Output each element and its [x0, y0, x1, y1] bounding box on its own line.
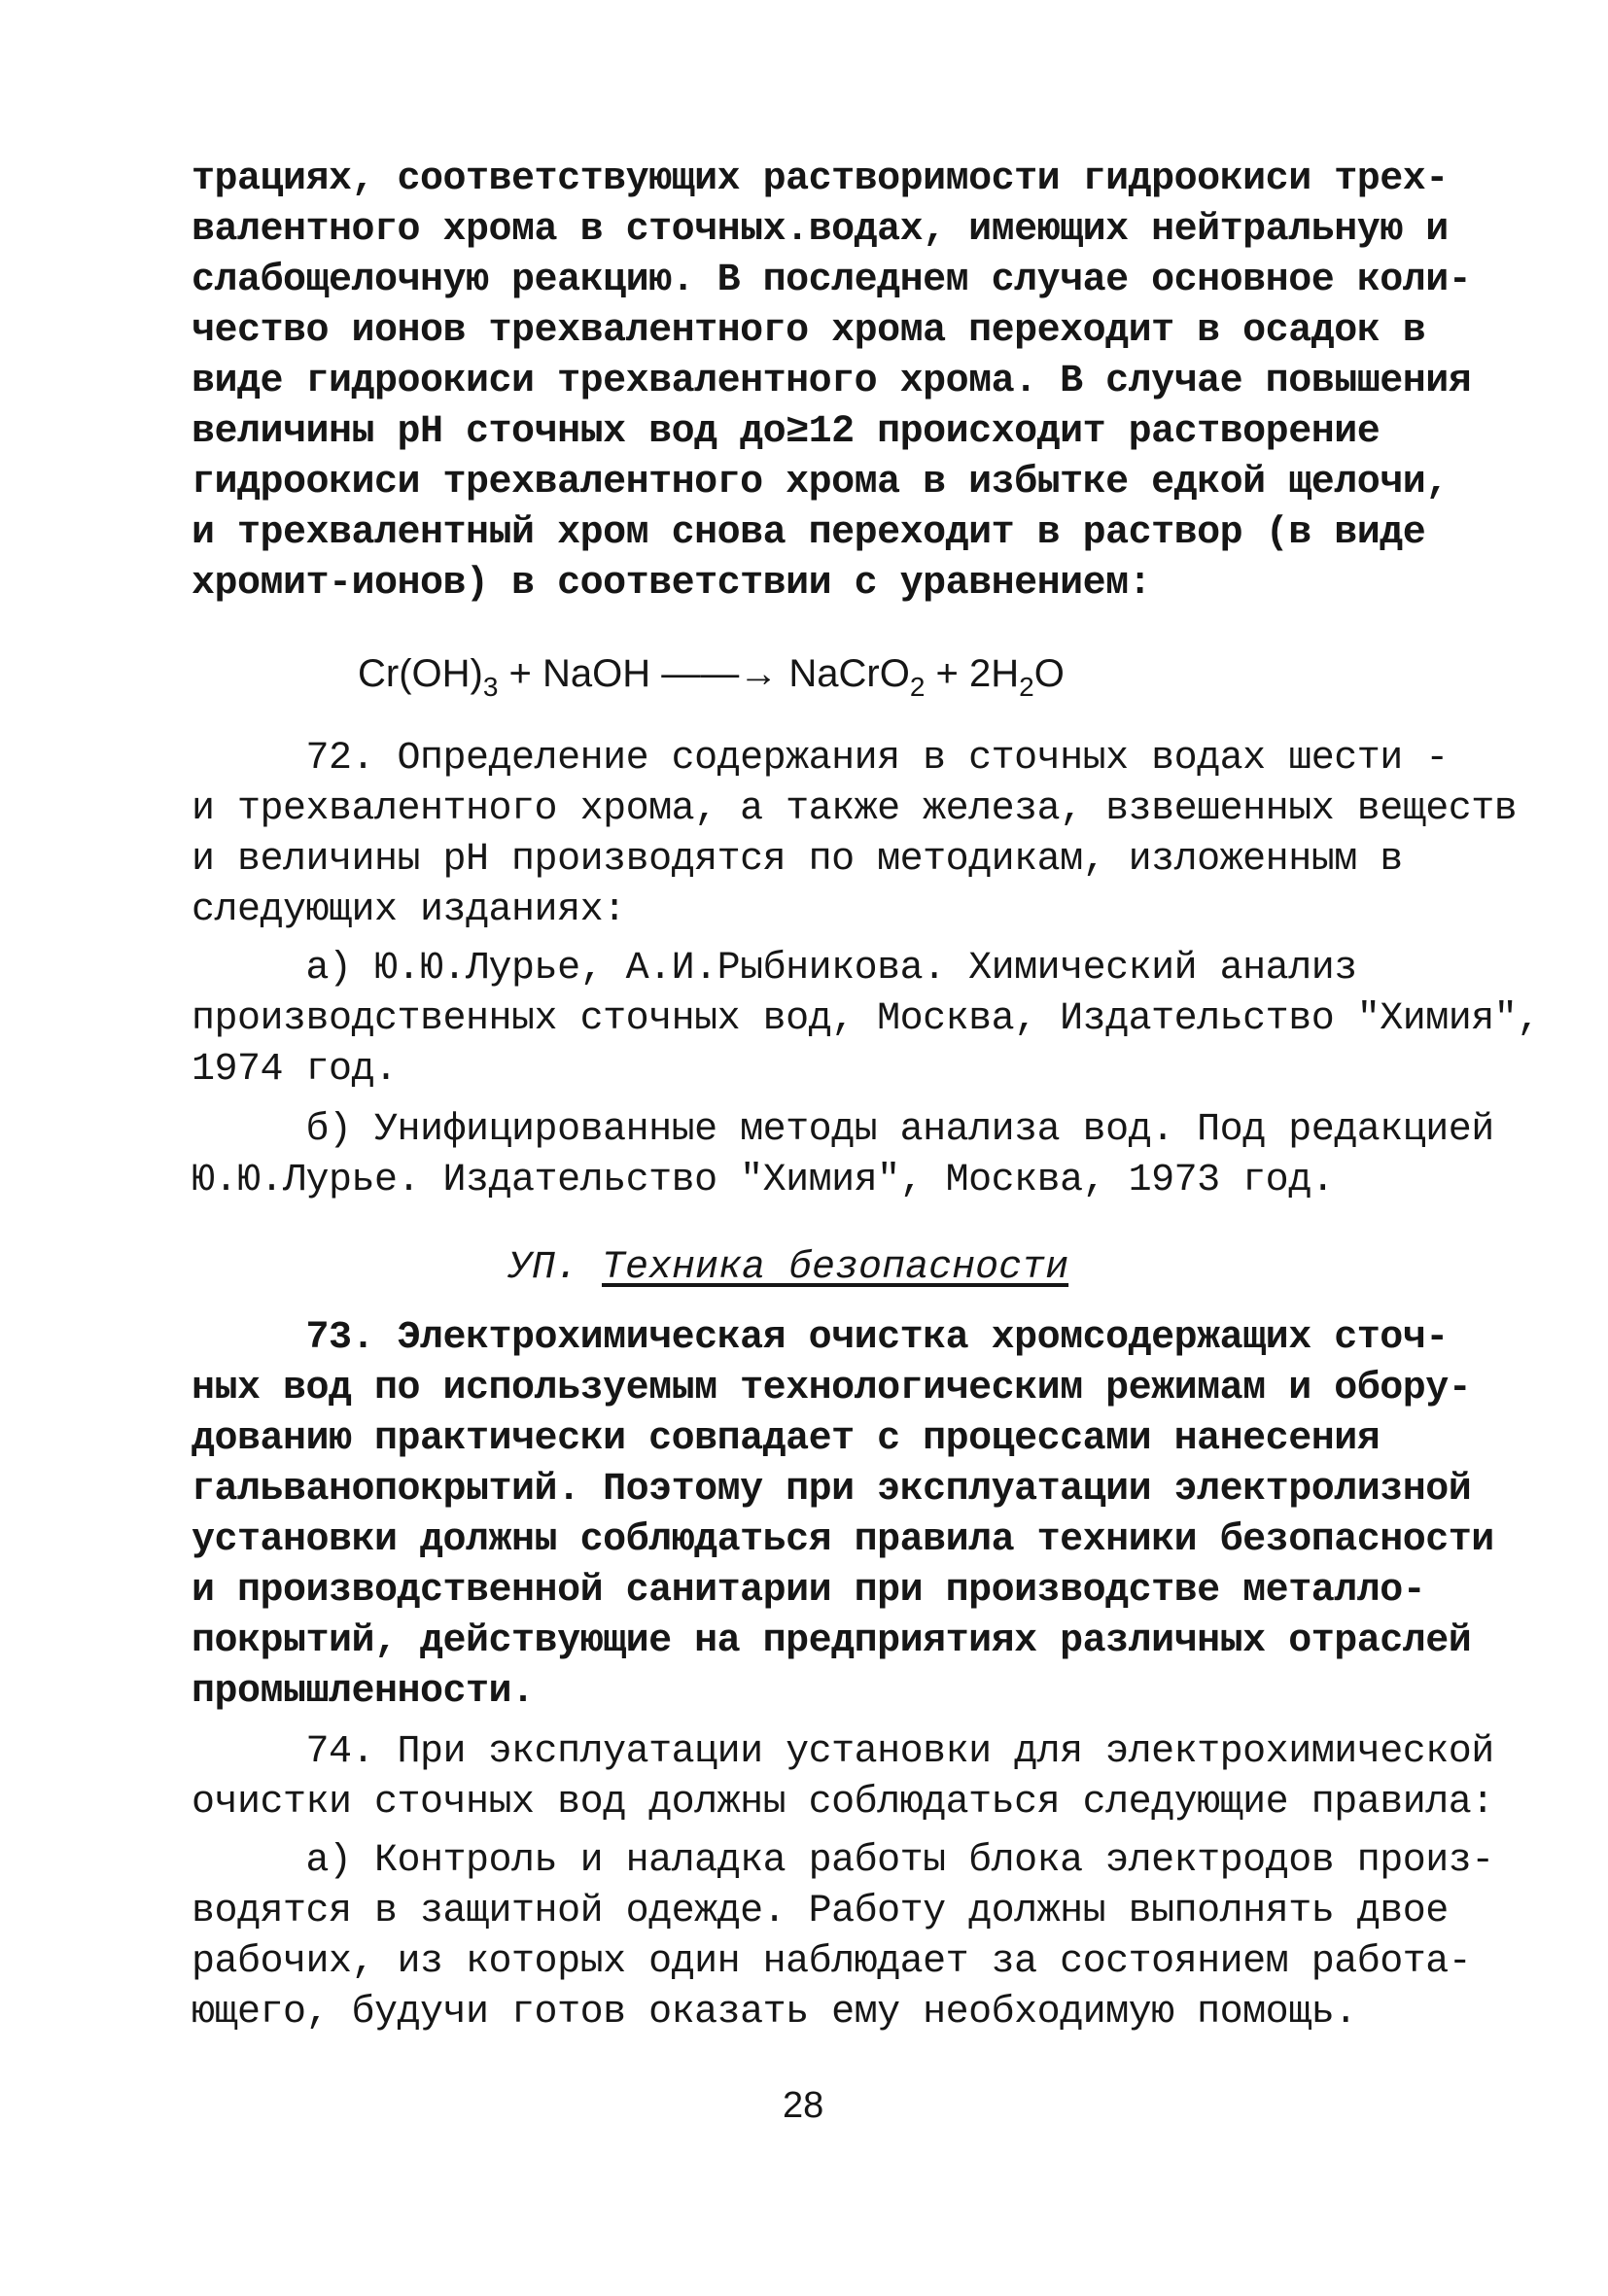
- text-line: очистки сточных вод должны соблюдаться следующие правила:: [192, 1781, 1494, 1825]
- section-heading: [508, 1244, 1068, 1293]
- text-line: а) Ю.Ю.Лурье, А.И.Рыбникова. Химический анализ: [192, 947, 1357, 991]
- page-number: 28: [783, 2085, 824, 2126]
- text-line: хромит-ионов) в соответствии с уравнением:: [192, 562, 1152, 606]
- formula-reactant-1: Cr(OH): [358, 652, 483, 695]
- text-line: производственных сточных вод, Москва, Издательство "Химия",: [192, 997, 1540, 1041]
- text-line: 72. Определение содержания в сточных водах шести -: [192, 737, 1449, 781]
- text-line: и трехвалентный хром снова переходит в раствор (в виде: [192, 511, 1426, 555]
- text-line: промышленности.: [192, 1670, 535, 1714]
- text-line: 73. Электрохимическая очистка хромсодержащих сточ-: [192, 1316, 1449, 1360]
- text-line: ющего, будучи готов оказать ему необходимую помощь.: [192, 1991, 1357, 2035]
- section-number: УП.: [508, 1246, 603, 1290]
- text-line: а) Контроль и наладка работы блока электродов произ-: [192, 1839, 1494, 1883]
- text-line: ных вод по используемым технологическим режимам и обору-: [192, 1367, 1472, 1410]
- text-line: и производственной санитарии при производстве металло-: [192, 1569, 1426, 1613]
- text-line: покрытий, действующие на предприятиях различных отраслей: [192, 1619, 1472, 1663]
- text-line: трациях, соответствующих растворимости гидроокиси трех-: [192, 157, 1449, 201]
- text-line: виде гидроокиси трехвалентного хрома. В случае повышения: [192, 360, 1472, 403]
- text-line: водятся в защитной одежде. Работу должны выполнять двое: [192, 1890, 1449, 1933]
- text-line: гальванопокрытий. Поэтому при эксплуатации электролизной: [192, 1468, 1472, 1512]
- formula-subscript: 2: [1019, 672, 1034, 702]
- text-line: слабощелочную реакцию. В последнем случае основное коли-: [192, 259, 1472, 302]
- text-line: 74. При эксплуатации установки для электрохимической: [192, 1730, 1494, 1774]
- text-line: дованию практически совпадает с процессами нанесения: [192, 1417, 1381, 1461]
- formula-subscript: 2: [909, 672, 926, 702]
- text-line: б) Унифицированные методы анализа вод. Под редакцией: [192, 1108, 1494, 1152]
- formula-subscript: 3: [482, 672, 499, 702]
- text-line: величины pH сточных вод до≥12 происходит растворение: [192, 410, 1381, 454]
- text-line: 1974 год.: [192, 1048, 398, 1092]
- formula-product-2: 2H: [969, 652, 1020, 695]
- text-line: следующих изданиях:: [192, 888, 626, 932]
- formula-product-1: NaCrO: [788, 652, 910, 695]
- chemical-equation: [358, 649, 1065, 702]
- text-line: гидроокиси трехвалентного хрома в избытке едкой щелочи,: [192, 461, 1449, 504]
- formula-plus: +: [925, 652, 970, 695]
- text-line: и величины pH производятся по методикам, изложенным в: [192, 838, 1403, 882]
- text-line: рабочих, из которых один наблюдает за состоянием работа-: [192, 1940, 1472, 1984]
- formula-arrow: ——→: [650, 652, 789, 695]
- text-line: Ю.Ю.Лурье. Издательство "Химия", Москва, 1973 год.: [192, 1159, 1335, 1202]
- text-line: чество ионов трехвалентного хрома переходит в осадок в: [192, 309, 1426, 353]
- formula-reactant-2: NaOH: [542, 652, 651, 695]
- text-line: валентного хрома в сточных.водах, имеющих нейтральную и: [192, 208, 1449, 252]
- text-line: установки должны соблюдаться правила техники безопасности: [192, 1518, 1494, 1562]
- formula-product-2-tail: O: [1033, 652, 1065, 695]
- text-line: и трехвалентного хрома, а также железа, взвешенных веществ: [192, 787, 1518, 831]
- formula-plus: +: [498, 652, 543, 695]
- section-title: Техника безопасности: [602, 1246, 1069, 1290]
